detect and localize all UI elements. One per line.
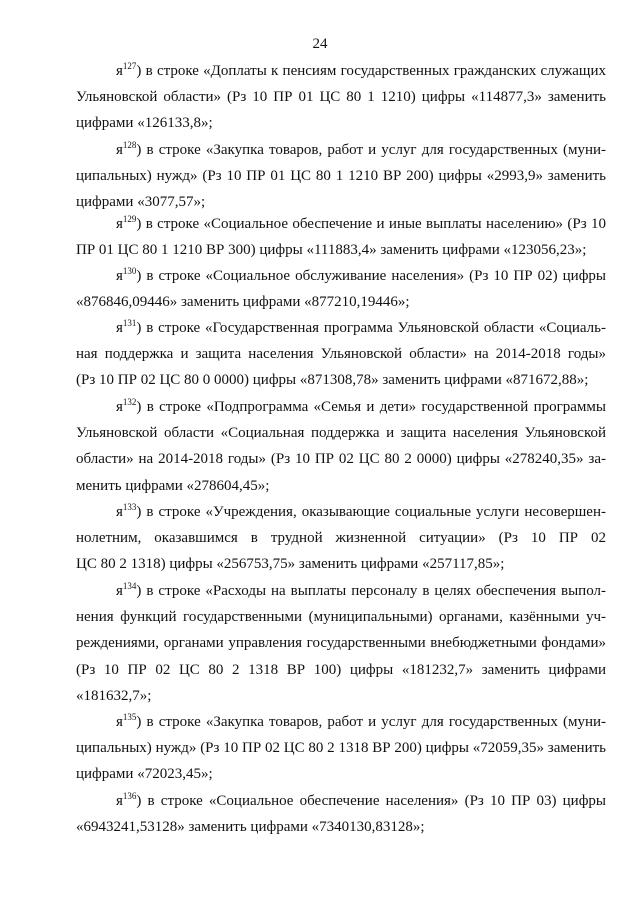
item-label: я	[116, 63, 123, 79]
paragraph-line: ципальных) нужд» (Рз 10 ПР 01 ЦС 80 1 1210 ВР 200) цифры «2993,9» заменить	[76, 168, 606, 185]
paragraph-131	[76, 315, 606, 394]
paragraph-line: ная поддержка и защита населения Ульяновской области» на 2014-2018 годы»	[76, 346, 606, 363]
paragraph-line: $я^{130}$) в строке «Социальное обслуживание населения» (Рз 10 ПР 02) цифры	[116, 266, 606, 284]
item-number: 132	[122, 397, 137, 407]
item-label: я	[116, 399, 123, 415]
paragraph-line: ципальных) нужд» (Рз 10 ПР 02 ЦС 80 2 1318 ВР 200) цифры «72059,35» заменить	[76, 740, 606, 757]
paragraph-line: $я^{133}$) в строке «Учреждения, оказывающие социальные услуги несовершен-	[116, 502, 606, 520]
paragraph-line: ПР 01 ЦС 80 1 1210 ВР 300) цифры «111883,4» заменить цифрами «123056,23»;	[76, 242, 587, 259]
item-label: я	[116, 142, 123, 158]
paragraph-line: нения функций государственными (муниципальными) органами, казёнными уч-	[76, 609, 606, 626]
paragraph-134	[76, 578, 606, 709]
item-number: 128	[122, 140, 137, 150]
paragraph-135	[76, 709, 606, 788]
paragraph-line: цифрами «72023,45»;	[76, 766, 213, 783]
paragraph-136	[76, 788, 606, 840]
item-number: 131	[122, 318, 137, 328]
item-label: я	[116, 793, 123, 809]
paragraph-line: «6943241,53128» заменить цифрами «7340130,83128»;	[76, 819, 425, 836]
item-label: я	[116, 320, 123, 336]
paragraph-133	[76, 499, 606, 578]
paragraph-132	[76, 394, 606, 499]
paragraph-line: $я^{136}$) в строке «Социальное обеспечение населения» (Рз 10 ПР 03) цифры	[116, 791, 606, 809]
item-number: 136	[122, 791, 137, 801]
paragraph-line: Ульяновской области «Социальная поддержка и защита населения Ульяновской	[76, 425, 606, 442]
paragraph-line: (Рз 10 ПР 02 ЦС 80 2 1318 ВР 100) цифры «181232,7» заменить цифрами	[76, 661, 606, 678]
paragraph-line: реждениями, органами управления государственными внебюджетными фондами»	[76, 635, 606, 652]
page-number: 24	[312, 36, 328, 52]
paragraph-line: $я^{132}$) в строке «Подпрограмма «Семья и дети» государственной программы	[116, 397, 606, 415]
paragraph-line: Ульяновской области» (Рз 10 ПР 01 ЦС 80 1 1210) цифры «114877,3» заменить	[76, 89, 606, 106]
paragraph-129	[76, 211, 606, 263]
paragraph-line: «181632,7»;	[76, 687, 152, 704]
item-label: я	[116, 216, 123, 232]
paragraph-line: $я^{135}$) в строке «Закупка товаров, работ и услуг для государственных (муни-	[116, 712, 606, 730]
item-number: 129	[122, 214, 137, 224]
paragraph-line: нолетним, оказавшимся в трудной жизненной ситуации» (Рз 10 ПР 02	[76, 530, 606, 547]
item-number: 127	[122, 61, 137, 71]
paragraph-line: $я^{129}$) в строке «Социальное обеспечение и иные выплаты населению» (Рз 10	[116, 214, 606, 232]
paragraph-127	[76, 58, 606, 137]
item-label: я	[116, 268, 123, 284]
item-number: 130	[122, 266, 137, 276]
paragraph-line: $я^{128}$) в строке «Закупка товаров, работ и услуг для государственных (муни-	[116, 140, 606, 158]
paragraph-line: $я^{127}$) в строке «Доплаты к пенсиям государственных гражданских служащих	[116, 61, 606, 79]
paragraph-line: цифрами «3077,57»;	[76, 194, 206, 211]
paragraph-line: «876846,09446» заменить цифрами «877210,19446»;	[76, 294, 410, 311]
paragraph-130	[76, 263, 606, 315]
item-label: я	[116, 504, 123, 520]
item-label: я	[116, 583, 123, 599]
paragraph-line: $я^{131}$) в строке «Государственная программа Ульяновской области «Социаль-	[116, 318, 606, 336]
paragraph-line: цифрами «126133,8»;	[76, 115, 213, 132]
paragraph-line: $я^{134}$) в строке «Расходы на выплаты персоналу в целях обеспечения выпол-	[116, 581, 606, 599]
paragraph-line: области» на 2014-2018 годы» (Рз 10 ПР 02 ЦС 80 2 0000) цифры «278240,35» за-	[76, 451, 606, 468]
item-number: 135	[122, 712, 137, 722]
paragraph-128	[76, 137, 606, 216]
item-number: 133	[122, 502, 137, 512]
item-number: 134	[122, 581, 137, 591]
paragraph-line: менить цифрами «278604,45»;	[76, 477, 270, 494]
paragraph-line: ЦС 80 2 1318) цифры «256753,75» заменить цифрами «257117,85»;	[76, 556, 505, 573]
paragraph-line: (Рз 10 ПР 02 ЦС 80 0 0000) цифры «871308,78» заменить цифрами «871672,88»;	[76, 372, 589, 389]
item-label: я	[116, 714, 123, 730]
